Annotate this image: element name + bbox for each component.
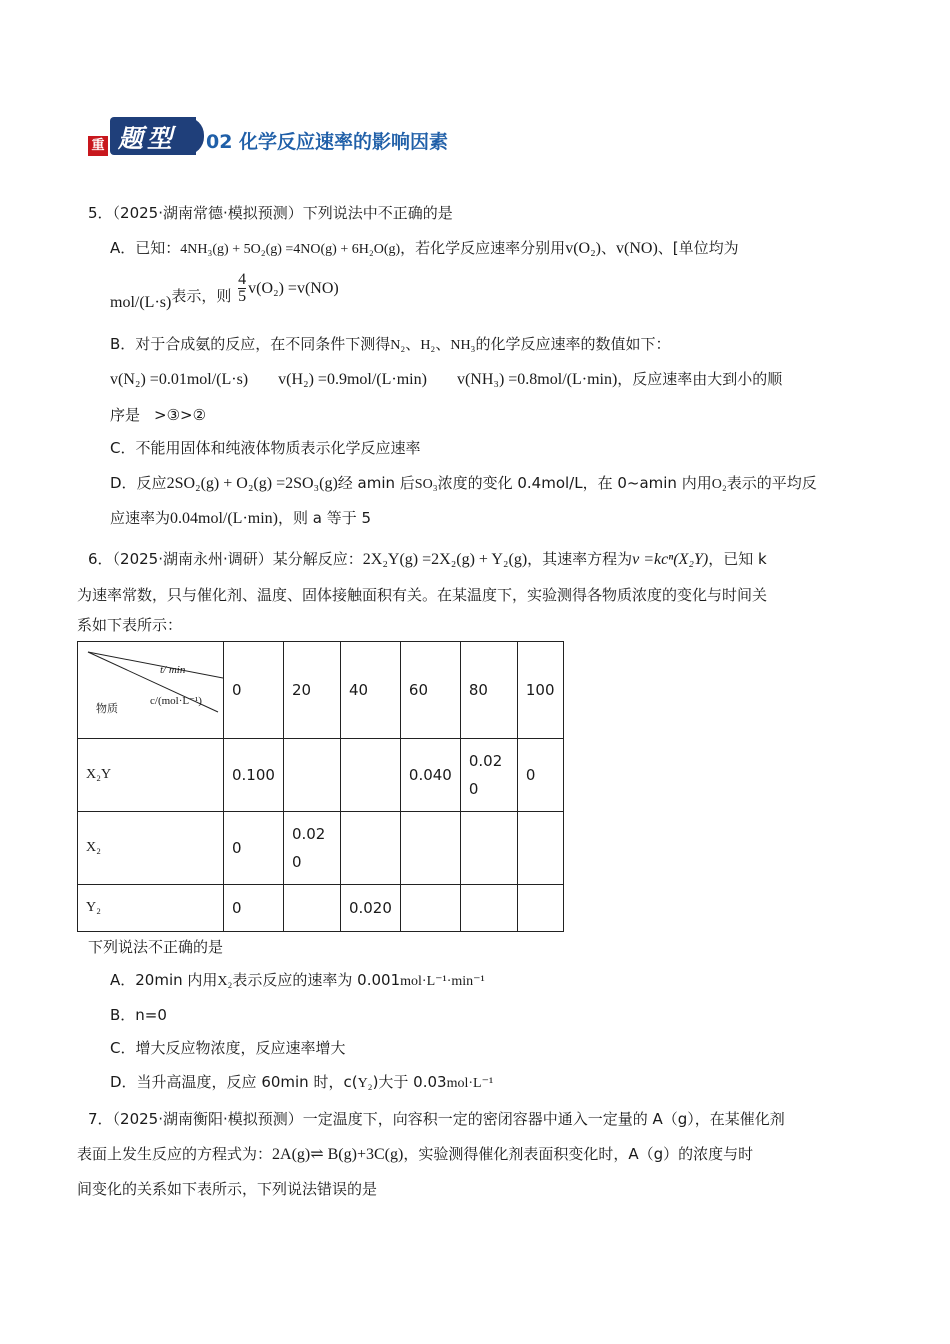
table-cell bbox=[400, 885, 460, 932]
corner-conc-label: c/(mol·L⁻¹) bbox=[150, 695, 202, 707]
q6-question: 下列说法不正确的是 bbox=[88, 938, 224, 956]
q5-option-b-line1: B．对于合成氨的反应，在不同条件下测得N₂、H₂、NH₃的化学反应速率的数值如下： bbox=[110, 335, 671, 353]
table-cell bbox=[283, 739, 340, 812]
table-cell: 0 bbox=[224, 812, 284, 885]
key-badge: 重 bbox=[88, 136, 108, 156]
q5-option-a-line2: mol/(L·s)表示，则 $\frac{4}{5}$ v(O₂) =v(NO) bbox=[110, 271, 339, 311]
table-cell: 0 bbox=[224, 885, 284, 932]
q6-stem-line2: 为速率常数，只与催化剂、温度、固体接触面积有关。在某温度下，实验测得各物质浓度的变化与时间关 bbox=[77, 586, 768, 604]
q5-option-d-line1: D．反应2SO₂(g) + O₂(g) =2SO₃(g)经 amin 后SO₃浓度的变化 0.4mol/L，在 0~amin 内用O₂表示的平均反 bbox=[110, 474, 817, 492]
time-cell: 40 bbox=[340, 642, 400, 739]
table-cell bbox=[460, 812, 517, 885]
table-cell bbox=[340, 812, 400, 885]
table-corner-cell bbox=[78, 642, 224, 739]
table-cell bbox=[517, 812, 563, 885]
q6-stem-line1: 6．（2025·湖南永州·调研）某分解反应：2X₂Y(g) =2X₂(g) + Y₂(g)，其速率方程为v =kcⁿ(X₂Y)，已知 k bbox=[88, 550, 767, 568]
time-cell: 60 bbox=[400, 642, 460, 739]
table-header-row bbox=[78, 642, 564, 739]
q5-option-d-line2: 应速率为0.04mol/(L·min)，则 a 等于 5 bbox=[110, 509, 372, 527]
q6-option-a: A．20min 内用X₂表示反应的速率为 0.001mol·L⁻¹·min⁻¹ bbox=[110, 971, 485, 989]
table-cell: 0 bbox=[517, 739, 563, 812]
q7-stem-line3: 间变化的关系如下表所示，下列说法错误的是 bbox=[77, 1180, 378, 1198]
time-cell: 0 bbox=[224, 642, 284, 739]
time-cell: 20 bbox=[283, 642, 340, 739]
q5-option-b-line2: v(N₂) =0.01mol/(L·s) v(H₂) =0.9mol/(L·min) v(NH₃) =0.8mol/(L·min)，反应速率由大到小的顺 bbox=[110, 370, 783, 388]
table-cell: 0.020 bbox=[460, 739, 517, 812]
table-cell: 0.020 bbox=[340, 885, 400, 932]
fraction-4-5: $\frac{4}{5}$ bbox=[238, 271, 247, 305]
time-cell: 100 bbox=[517, 642, 563, 739]
table-cell: 0.020 bbox=[283, 812, 340, 885]
corner-diagonal-lines bbox=[78, 642, 223, 738]
q6-option-d: D．当升高温度，反应 60min 时，c(Y₂)大于 0.03mol·L⁻¹ bbox=[110, 1073, 494, 1091]
substance-name: X₂ bbox=[78, 812, 224, 885]
table-cell bbox=[340, 739, 400, 812]
table-cell bbox=[283, 885, 340, 932]
substance-name: Y₂ bbox=[78, 885, 224, 932]
substance-name: X₂Y bbox=[78, 739, 224, 812]
time-cell: 80 bbox=[460, 642, 517, 739]
table-cell bbox=[400, 812, 460, 885]
q5-option-b-line3: 序是 >③>② bbox=[110, 406, 207, 424]
corner-substance-label: 物质 bbox=[96, 702, 118, 715]
q5-stem: 5．（2025·湖南常德·模拟预测）下列说法中不正确的是 bbox=[88, 204, 453, 222]
corner-time-label: t/ min bbox=[160, 664, 186, 676]
q7-stem-line1: 7．（2025·湖南衡阳·模拟预测）一定温度下，向容积一定的密闭容器中通入一定量的 A（g），在某催化剂 bbox=[88, 1110, 785, 1128]
q5-option-c: C．不能用固体和纯液体物质表示化学反应速率 bbox=[110, 439, 421, 457]
table-cell bbox=[517, 885, 563, 932]
table-cell bbox=[460, 885, 517, 932]
concentration-table bbox=[77, 641, 564, 932]
q6-option-c: C．增大反应物浓度，反应速率增大 bbox=[110, 1039, 346, 1057]
table-row bbox=[78, 812, 564, 885]
type-tag-cap bbox=[186, 117, 204, 155]
q7-stem-line2: 表面上发生反应的方程式为：2A(g)⇌ B(g)+3C(g)，实验测得催化剂表面积变化时，A（g）的浓度与时 bbox=[77, 1145, 754, 1163]
table-row bbox=[78, 739, 564, 812]
type-tag: 题型 bbox=[118, 124, 177, 153]
q5-option-a-line1: A．已知：4NH₃(g) + 5O₂(g) =4NO(g) + 6H₂O(g)，若化学反应速率分别用v(O₂)、v(NO)、[单位均为 bbox=[110, 239, 739, 257]
table-cell: 0.100 bbox=[224, 739, 284, 812]
q6-stem-line3: 系如下表所示： bbox=[77, 616, 183, 634]
table-row bbox=[78, 885, 564, 932]
section-title: 02 化学反应速率的影响因素 bbox=[206, 131, 449, 153]
q6-option-b: B．n=0 bbox=[110, 1006, 167, 1024]
table-cell: 0.040 bbox=[400, 739, 460, 812]
